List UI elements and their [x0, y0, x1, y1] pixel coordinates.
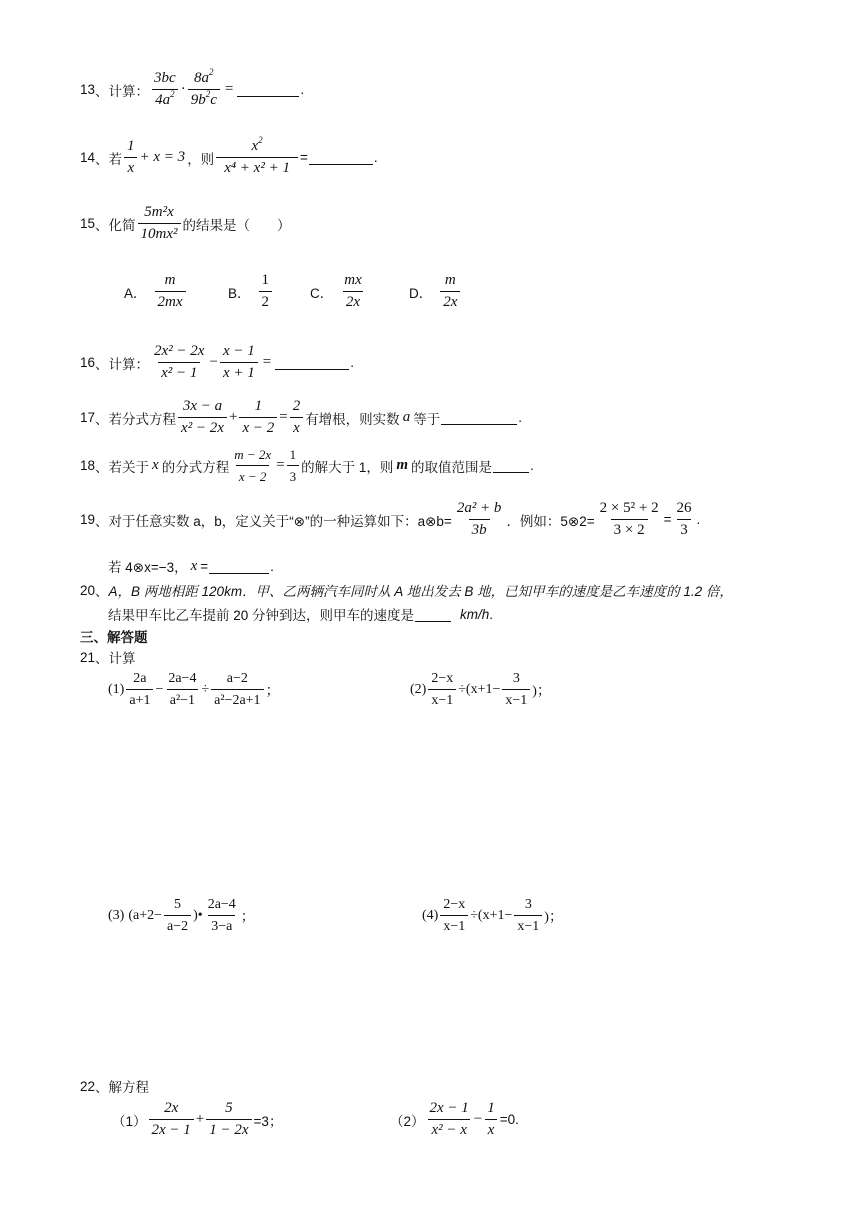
question-number: 22 — [80, 1078, 96, 1094]
fraction: $\frac{3bc}{4a^2}$ — [154, 70, 176, 108]
question-number: 17 — [80, 410, 96, 425]
question-number: 18 — [80, 458, 96, 473]
fraction: $\frac{2}{x}$ — [290, 398, 304, 437]
fraction: $\frac{1}{x - 2}$ — [239, 398, 277, 437]
q21-part-1: (1) $\frac{2a}{a+1}$ − $\frac{2a-4}{\text{a²−1}}$ ÷ $\frac{a-2}{\text{a²−2a+1}}$ ； — [108, 671, 280, 708]
answer-blank[interactable] — [209, 559, 269, 574]
option-a[interactable]: A． $\frac{m}{2mx}$ — [124, 272, 188, 311]
fraction: $\frac{1}{2}$ — [259, 272, 273, 311]
question-number: 14 — [80, 150, 96, 165]
question-number: 20 — [80, 582, 96, 598]
fraction: $\frac{1}{x}$ — [484, 1100, 498, 1139]
fraction: $\frac{3}{x-1}$ — [502, 670, 530, 709]
answer-blank[interactable] — [493, 458, 529, 473]
fraction: $\frac{2-x}{x-1}$ — [428, 670, 456, 709]
fraction: $\frac{2a}{a+1}$ — [126, 670, 153, 709]
fraction: $\frac{a-2}{\text{a²−2a+1}}$ — [211, 670, 263, 709]
question-21: 21 、 计算 — [80, 649, 136, 666]
answer-blank[interactable] — [441, 410, 517, 425]
fraction: $\frac{1}{3}$ — [287, 446, 300, 485]
fraction: $\frac{5}{1 - 2x}$ — [206, 1100, 251, 1139]
fraction: $\frac{5}{a-2}$ — [164, 896, 191, 935]
question-13: 13 、 计算： $\frac{3bc}{4a^2}$ · $\frac{8a^2}{9b^2c}$ = . — [80, 67, 305, 108]
fraction: $\frac{3}{x-1}$ — [514, 896, 542, 935]
question-number: 19 — [80, 512, 96, 527]
option-d[interactable]: D． $\frac{m}{2x}$ — [409, 272, 462, 311]
q22-part-2: （2） $\frac{2x - 1}{\text{x² − x}}$ − $\frac{1}{x}$ =0. — [390, 1100, 519, 1138]
fraction: $\frac{2a-4}{3-a}$ — [207, 897, 236, 934]
section-title: 三、解答题 — [80, 630, 148, 645]
question-14: 14 、 若 $\frac{1}{x}$ + x = 3 ，则 $\frac{x^2}{\text{x⁴ + x² + 1}}$ = . — [80, 135, 378, 176]
question-18: 18 、 若关于 x 的分式方程 $\frac{m - 2x}{x - 2}$ = $\frac{1}{3}$ 的解大于 1，则 m 的取值范围是 . — [80, 447, 534, 484]
fraction: $\frac{26}{3}$ — [676, 500, 692, 538]
question-19-line2: 若 4⊗x=−3， x = . — [108, 557, 274, 575]
fraction: $\frac{8a^2}{9b^2c}$ — [188, 70, 220, 109]
question-20-line2: 结果甲车比乙车提前 20 分钟到达，则甲车的速度是 km/h . — [108, 606, 494, 623]
question-number: 21 — [80, 649, 96, 665]
fraction: $\frac{m - 2x}{x - 2}$ — [234, 447, 272, 484]
question-16: 16 、 计算： $\frac{\text{2x² − 2x}}{\text{x² − 1}}$ − $\frac{x - 1}{x + 1}$ = . — [80, 343, 354, 381]
answer-blank[interactable] — [415, 607, 451, 622]
fraction: $\frac{2a-4}{\text{a²−1}}$ — [168, 671, 197, 708]
answer-blank[interactable] — [275, 355, 349, 370]
q21-part-3: (3) (a+2− $\frac{5}{a-2}$ ) • $\frac{2a-4}{3-a}$ ； — [108, 897, 255, 934]
fraction: $\frac{\text{2a² + b}}{3b}$ — [456, 500, 502, 538]
fraction: $\frac{\text{5m²x}}{\text{10mx²}}$ — [138, 204, 181, 243]
question-22: 22 、 解方程 — [80, 1078, 150, 1095]
fraction: $\frac{2x}{2x - 1}$ — [149, 1100, 194, 1139]
fraction: $\frac{x^2}{\text{x⁴ + x² + 1}}$ — [216, 138, 298, 177]
fraction: $\frac{\text{2x² − 2x}}{\text{x² − 1}}$ — [154, 343, 205, 381]
fraction: $\frac{m}{2x}$ — [440, 272, 460, 311]
question-number: 13 — [80, 82, 96, 97]
question-20: 20 、 A，B 两地相距 120km．甲、乙两辆汽车同时从 A 地出发去 B 地，已知甲车的速度是乙车速度的 1.2 倍， — [80, 582, 733, 599]
fraction: $\frac{mx}{2x}$ — [344, 272, 362, 310]
answer-blank[interactable] — [309, 150, 373, 165]
fraction: $\frac{1}{x}$ — [124, 138, 138, 177]
fraction: $\frac{x - 1}{x + 1}$ — [220, 343, 258, 382]
fraction: $\frac{2x - 1}{\text{x² − x}}$ — [429, 1100, 469, 1138]
fraction: $\frac{2-x}{x-1}$ — [440, 896, 468, 935]
q21-part-4: (4) $\frac{2-x}{x-1}$ ÷ (x+1− $\frac{3}{x-1}$ )； — [422, 897, 563, 934]
q21-part-2: (2) $\frac{2-x}{x-1}$ ÷ (x+1− $\frac{3}{x-1}$ )； — [410, 671, 551, 708]
fraction: $\frac{3x - a}{\text{x² − 2x}}$ — [178, 398, 227, 437]
option-c[interactable]: C． $\frac{mx}{2x}$ — [310, 272, 367, 311]
question-17: 17 、 若分式方程 $\frac{3x - a}{\text{x² − 2x}}$ + $\frac{1}{x - 2}$ = $\frac{2}{x}$ 有增根，则实数 a 等于 . — [80, 398, 522, 436]
question-15: 15 、 化简 $\frac{\text{5m²x}}{\text{10mx²}}$ 的结果是（ ） — [80, 204, 291, 242]
question-19: 19 、 对于任意实数 a，b，定义关于“⊗”的一种运算如下：a⊗b= $\frac{\text{2a² + b}}{3b}$ ．例如：5⊗2= $\frac{\text{2 × 5² + 2}}{3 \times 2}$ = $\frac{26}{3}$ . — [80, 500, 701, 538]
option-b[interactable]: B． $\frac{1}{2}$ — [228, 272, 274, 311]
question-number: 16 — [80, 355, 96, 370]
fraction: $\frac{\text{2 × 5² + 2}}{3 \times 2}$ — [599, 500, 659, 538]
question-label: 计算： — [108, 83, 150, 99]
q22-part-1: （1） $\frac{2x}{2x - 1}$ + $\frac{5}{1 - 2x}$ =3； — [112, 1100, 283, 1138]
question-number: 15 — [80, 216, 96, 231]
answer-blank[interactable] — [237, 82, 299, 97]
fraction: $\frac{m}{2mx}$ — [155, 272, 186, 311]
